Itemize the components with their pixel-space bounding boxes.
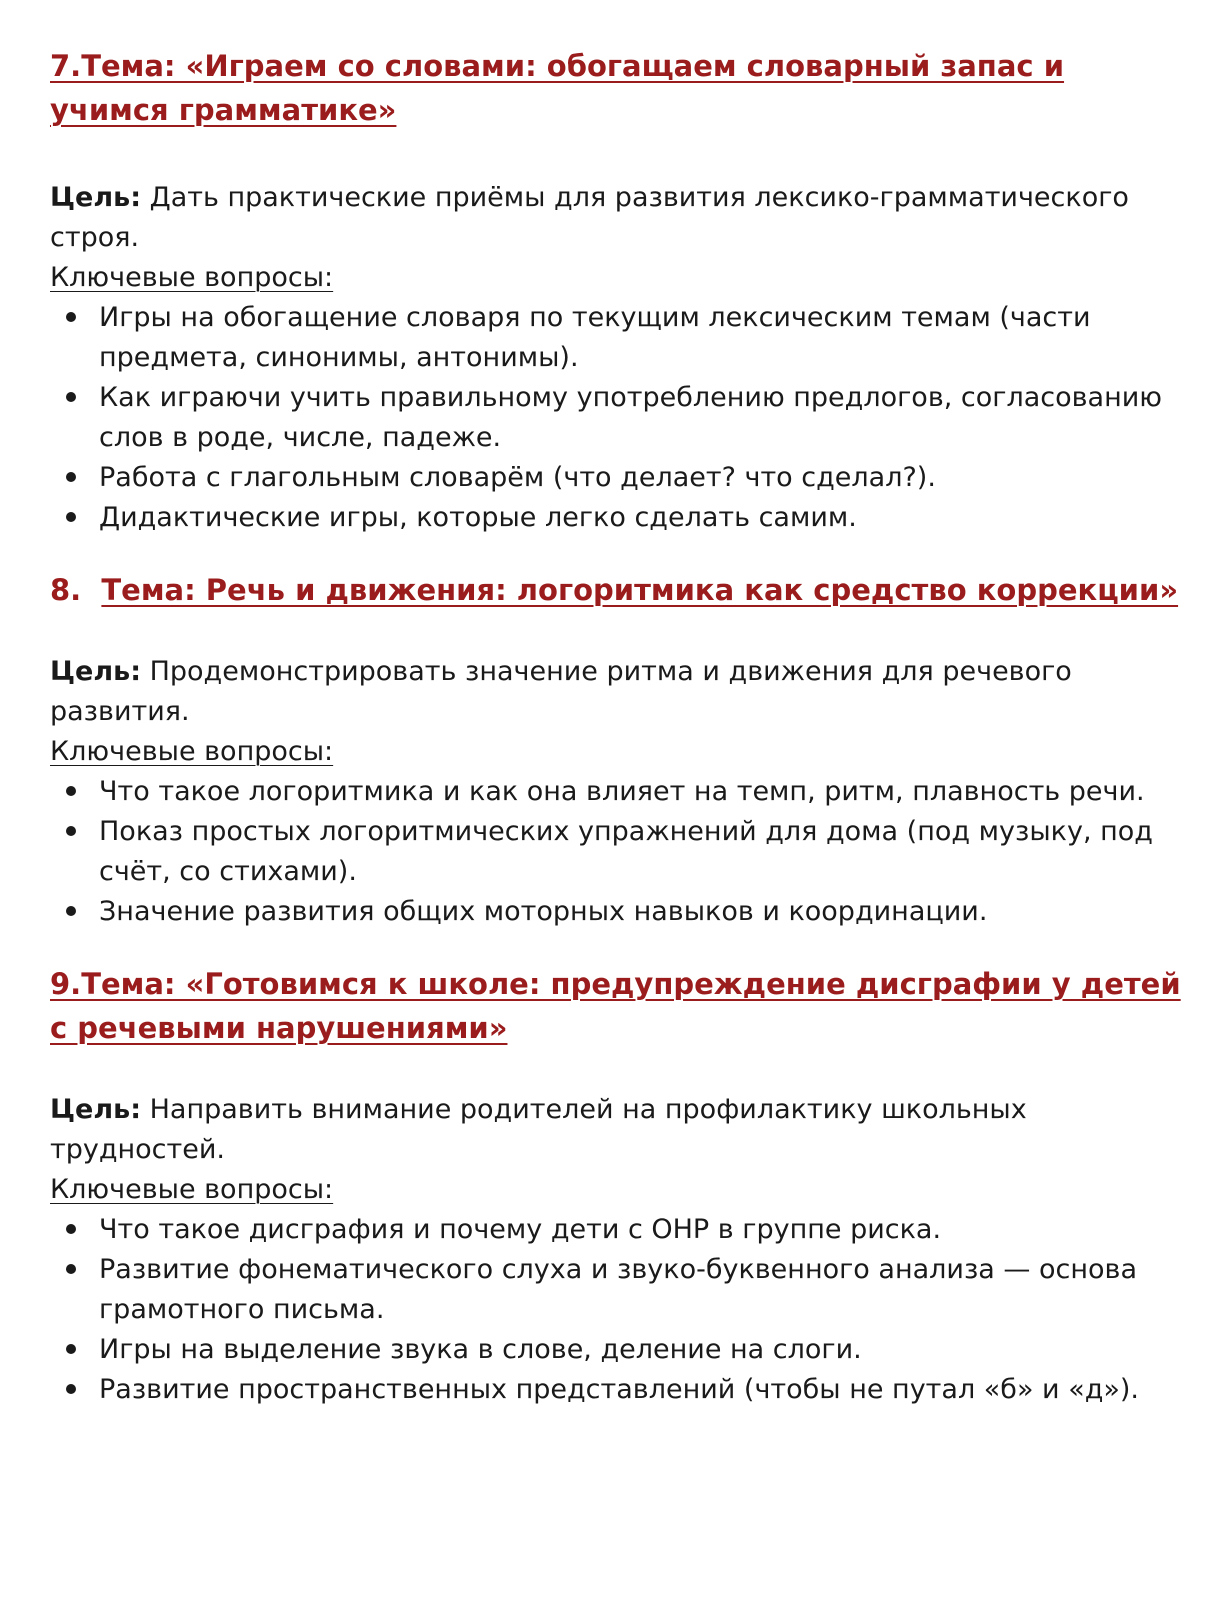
list-item-text: Работа с глагольным словарём (что делает? что сделал?). (99, 462, 936, 493)
list-item (50, 812, 1190, 892)
key-questions-label: Ключевые вопросы: (50, 1174, 334, 1205)
bullet-icon (66, 1224, 76, 1234)
list-item-text: Игры на выделение звука в слове, деление на слоги. (99, 1334, 862, 1365)
document-page (50, 44, 1190, 1410)
list-item-text: Показ простых логоритмических упражнений для дома (под музыку, под счёт, со стихами). (99, 816, 1153, 887)
list-item (50, 892, 1190, 932)
bullet-icon (66, 826, 76, 836)
list-item-text: Что такое логоритмика и как она влияет на темп, ритм, плавность речи. (99, 776, 1145, 807)
key-questions-label: Ключевые вопросы: (50, 736, 334, 767)
list-item-text: Дидактические игры, которые легко сделать самим. (99, 502, 857, 533)
section-9-title: 9.Тема: «Готовимся к школе: предупреждение дисграфии у детей с речевыми нарушениями» (50, 967, 1181, 1045)
bullet-icon (66, 392, 76, 402)
section-9-goal (50, 1090, 1190, 1170)
list-item-text: Что такое дисграфия и почему дети с ОНР в группе риска. (99, 1214, 942, 1245)
bullet-icon (66, 1264, 76, 1274)
list-item (50, 1250, 1190, 1330)
goal-text: Дать практические приёмы для развития лексико-грамматического строя. (50, 182, 1129, 253)
section-7-goal (50, 178, 1190, 258)
list-item-text: Как играючи учить правильному употреблению предлогов, согласованию слов в роде, числе, падеже. (99, 382, 1162, 453)
section-8 (50, 568, 1190, 932)
section-9 (50, 962, 1190, 1410)
list-item (50, 458, 1190, 498)
section-7-heading (50, 44, 1190, 132)
list-item-text: Игры на обогащение словаря по текущим лексическим темам (части предмета, синонимы, антонимы). (99, 302, 1091, 373)
section-8-goal (50, 652, 1190, 732)
list-item-text: Значение развития общих моторных навыков и координации. (99, 896, 988, 927)
bullet-icon (66, 512, 76, 522)
list-item (50, 378, 1190, 458)
list-item (50, 772, 1190, 812)
section-8-heading (50, 568, 1190, 612)
list-item (50, 498, 1190, 538)
list-item (50, 1210, 1190, 1250)
list-item (50, 298, 1190, 378)
bullet-icon (66, 786, 76, 796)
list-item-text: Развитие фонематического слуха и звуко-буквенного анализа — основа грамотного письма. (99, 1254, 1138, 1325)
section-7-title: 7.Тема: «Играем со словами: обогащаем словарный запас и учимся грамматике» (50, 49, 1065, 127)
goal-label: Цель: (50, 1094, 142, 1125)
list-item (50, 1330, 1190, 1370)
bullet-icon (66, 472, 76, 482)
goal-text: Направить внимание родителей на профилактику школьных трудностей. (50, 1094, 1027, 1165)
goal-text: Продемонстрировать значение ритма и движения для речевого развития. (50, 656, 1072, 727)
goal-label: Цель: (50, 656, 142, 687)
section-8-number: 8. (50, 573, 102, 607)
section-9-heading (50, 962, 1190, 1050)
list-item-text: Развитие пространственных представлений (чтобы не путал «б» и «д»). (99, 1374, 1140, 1405)
key-questions-label: Ключевые вопросы: (50, 262, 334, 293)
bullet-icon (66, 1384, 76, 1394)
section-7 (50, 44, 1190, 538)
goal-label: Цель: (50, 182, 142, 213)
bullet-icon (66, 1344, 76, 1354)
section-9-list (50, 1210, 1190, 1410)
list-item (50, 1370, 1190, 1410)
section-8-title: Тема: Речь и движения: логоритмика как средство коррекции» (101, 573, 1179, 607)
bullet-icon (66, 906, 76, 916)
section-7-list (50, 298, 1190, 538)
section-8-list (50, 772, 1190, 932)
bullet-icon (66, 312, 76, 322)
